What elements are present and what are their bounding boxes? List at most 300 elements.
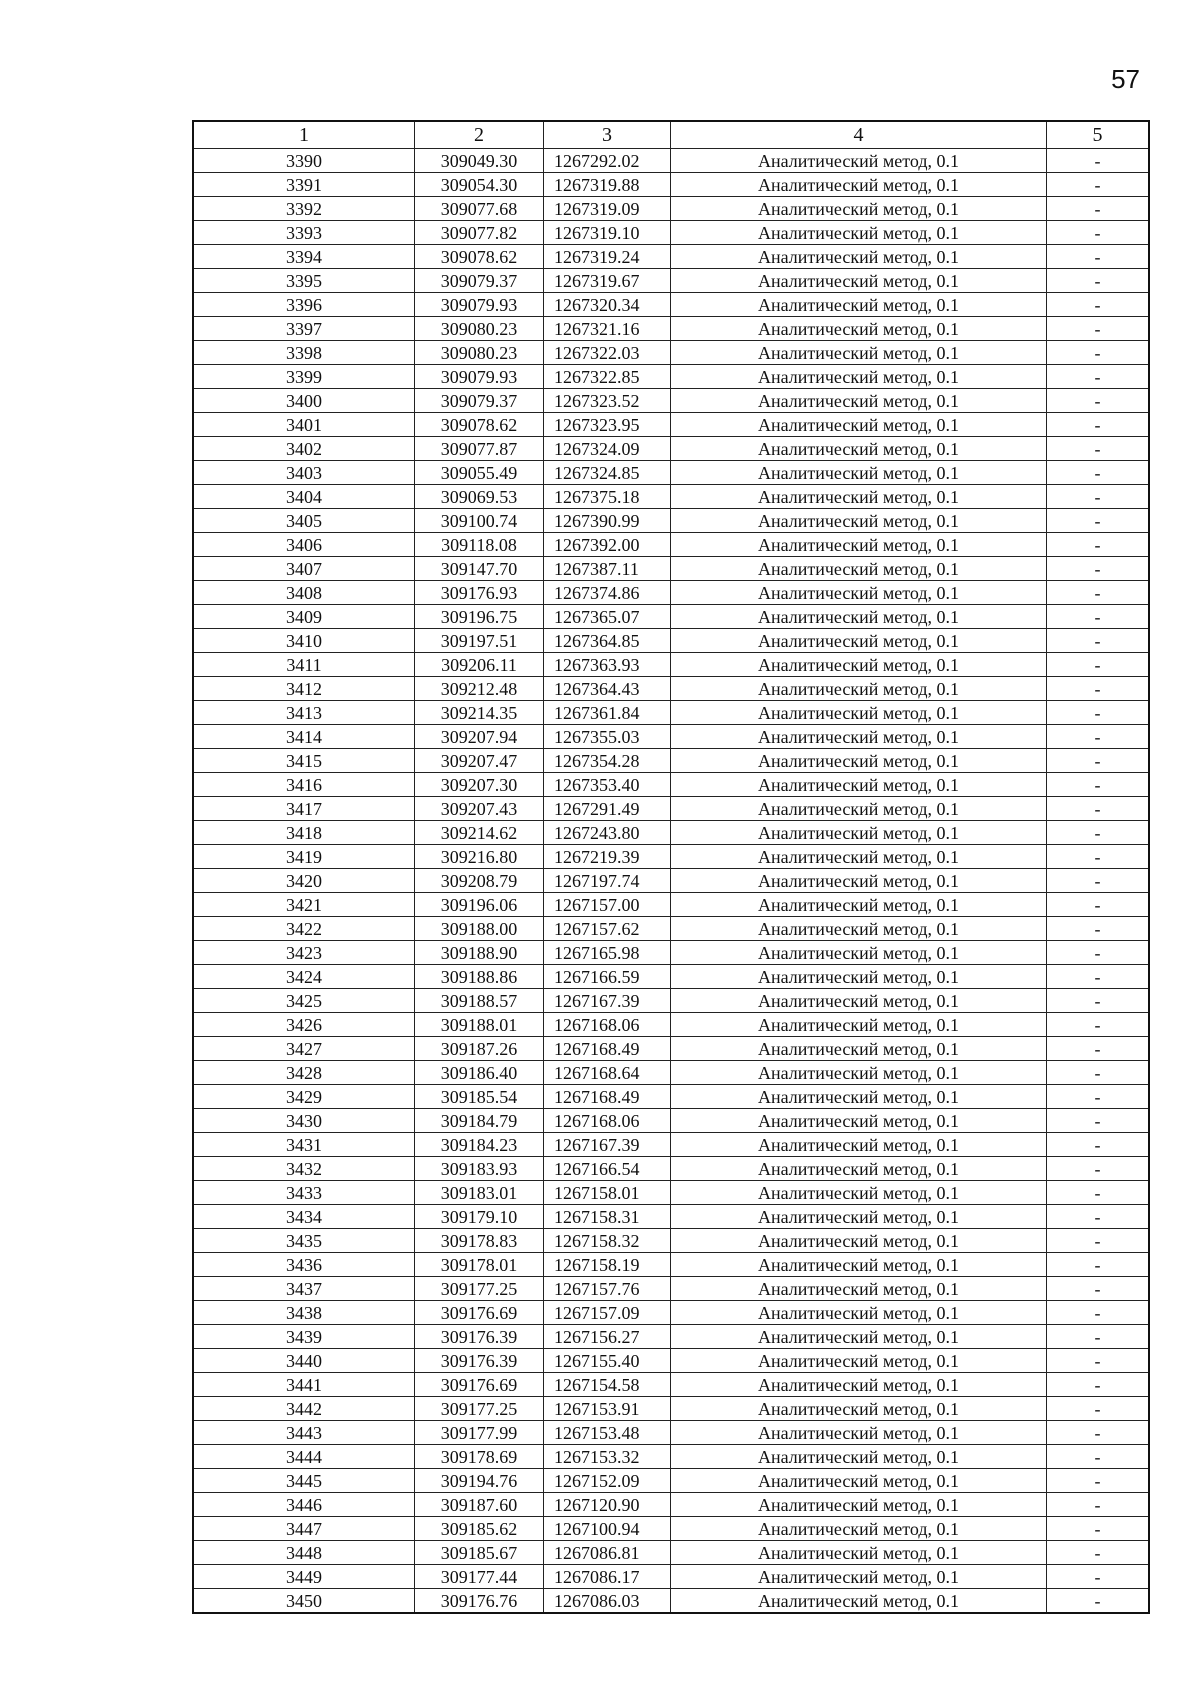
table-row [193,1565,1149,1589]
y-coordinate-cell: 1267168.64 [544,1061,671,1085]
y-coordinate-cell: 1267100.94 [544,1517,671,1541]
y-coordinate-cell: 1267291.49 [544,797,671,821]
x-coordinate-cell: 309079.93 [415,293,544,317]
y-coordinate-cell: 1267197.74 [544,869,671,893]
method-cell: Аналитический метод, 0.1 [671,749,1047,773]
note-cell: - [1047,317,1150,341]
point-number-cell: 3448 [193,1541,415,1565]
note-cell: - [1047,1517,1150,1541]
x-coordinate-cell: 309183.93 [415,1157,544,1181]
x-coordinate-cell: 309208.79 [415,869,544,893]
note-cell: - [1047,869,1150,893]
method-cell: Аналитический метод, 0.1 [671,1253,1047,1277]
x-coordinate-cell: 309187.60 [415,1493,544,1517]
note-cell: - [1047,677,1150,701]
y-coordinate-cell: 1267158.19 [544,1253,671,1277]
point-number-cell: 3421 [193,893,415,917]
point-number-cell: 3404 [193,485,415,509]
method-cell: Аналитический метод, 0.1 [671,1565,1047,1589]
x-coordinate-cell: 309212.48 [415,677,544,701]
y-coordinate-cell: 1267319.10 [544,221,671,245]
point-number-cell: 3434 [193,1205,415,1229]
method-cell: Аналитический метод, 0.1 [671,1205,1047,1229]
x-coordinate-cell: 309185.54 [415,1085,544,1109]
y-coordinate-cell: 1267158.01 [544,1181,671,1205]
point-number-cell: 3444 [193,1445,415,1469]
x-coordinate-cell: 309185.62 [415,1517,544,1541]
note-cell: - [1047,1157,1150,1181]
x-coordinate-cell: 309078.62 [415,245,544,269]
method-cell: Аналитический метод, 0.1 [671,533,1047,557]
point-number-cell: 3435 [193,1229,415,1253]
table-row [193,1181,1149,1205]
table-row [193,317,1149,341]
y-coordinate-cell: 1267364.85 [544,629,671,653]
note-cell: - [1047,821,1150,845]
note-cell: - [1047,605,1150,629]
method-cell: Аналитический метод, 0.1 [671,653,1047,677]
table-row [193,1205,1149,1229]
note-cell: - [1047,773,1150,797]
method-cell: Аналитический метод, 0.1 [671,965,1047,989]
method-cell: Аналитический метод, 0.1 [671,173,1047,197]
method-cell: Аналитический метод, 0.1 [671,605,1047,629]
table-row [193,773,1149,797]
x-coordinate-cell: 309178.01 [415,1253,544,1277]
method-cell: Аналитический метод, 0.1 [671,1517,1047,1541]
point-number-cell: 3398 [193,341,415,365]
note-cell: - [1047,221,1150,245]
note-cell: - [1047,1397,1150,1421]
y-coordinate-cell: 1267168.49 [544,1037,671,1061]
y-coordinate-cell: 1267361.84 [544,701,671,725]
method-cell: Аналитический метод, 0.1 [671,389,1047,413]
table-row [193,341,1149,365]
note-cell: - [1047,461,1150,485]
y-coordinate-cell: 1267152.09 [544,1469,671,1493]
table-row [193,1037,1149,1061]
y-coordinate-cell: 1267387.11 [544,557,671,581]
note-cell: - [1047,293,1150,317]
note-cell: - [1047,365,1150,389]
x-coordinate-cell: 309176.39 [415,1349,544,1373]
point-number-cell: 3397 [193,317,415,341]
y-coordinate-cell: 1267363.93 [544,653,671,677]
table-row [193,701,1149,725]
table-row [193,845,1149,869]
table-row [193,749,1149,773]
table-row [193,1589,1149,1614]
method-cell: Аналитический метод, 0.1 [671,365,1047,389]
table-row [193,1013,1149,1037]
table-row [193,605,1149,629]
y-coordinate-cell: 1267319.67 [544,269,671,293]
method-cell: Аналитический метод, 0.1 [671,989,1047,1013]
table-row [193,1277,1149,1301]
y-coordinate-cell: 1267153.32 [544,1445,671,1469]
method-cell: Аналитический метод, 0.1 [671,341,1047,365]
x-coordinate-cell: 309206.11 [415,653,544,677]
table-row [193,917,1149,941]
x-coordinate-cell: 309207.94 [415,725,544,749]
table-row [193,389,1149,413]
y-coordinate-cell: 1267158.32 [544,1229,671,1253]
y-coordinate-cell: 1267167.39 [544,989,671,1013]
y-coordinate-cell: 1267319.88 [544,173,671,197]
x-coordinate-cell: 309118.08 [415,533,544,557]
method-cell: Аналитический метод, 0.1 [671,557,1047,581]
table-row [193,989,1149,1013]
table-row [193,1229,1149,1253]
point-number-cell: 3441 [193,1373,415,1397]
note-cell: - [1047,797,1150,821]
method-cell: Аналитический метод, 0.1 [671,221,1047,245]
x-coordinate-cell: 309188.57 [415,989,544,1013]
page-number: 57 [1111,64,1140,94]
point-number-cell: 3417 [193,797,415,821]
point-number-cell: 3415 [193,749,415,773]
point-number-cell: 3396 [193,293,415,317]
y-coordinate-cell: 1267390.99 [544,509,671,533]
point-number-cell: 3443 [193,1421,415,1445]
x-coordinate-cell: 309077.87 [415,437,544,461]
y-coordinate-cell: 1267153.48 [544,1421,671,1445]
x-coordinate-cell: 309207.43 [415,797,544,821]
header-row [193,121,1149,149]
point-number-cell: 3440 [193,1349,415,1373]
x-coordinate-cell: 309178.83 [415,1229,544,1253]
x-coordinate-cell: 309188.01 [415,1013,544,1037]
note-cell: - [1047,1325,1150,1349]
note-cell: - [1047,197,1150,221]
y-coordinate-cell: 1267153.91 [544,1397,671,1421]
table-row [193,653,1149,677]
y-coordinate-cell: 1267319.24 [544,245,671,269]
point-number-cell: 3411 [193,653,415,677]
note-cell: - [1047,1493,1150,1517]
point-number-cell: 3447 [193,1517,415,1541]
table-row [193,149,1149,173]
note-cell: - [1047,509,1150,533]
table-body [193,149,1149,1614]
note-cell: - [1047,701,1150,725]
point-number-cell: 3442 [193,1397,415,1421]
note-cell: - [1047,1037,1150,1061]
x-coordinate-cell: 309197.51 [415,629,544,653]
point-number-cell: 3449 [193,1565,415,1589]
point-number-cell: 3405 [193,509,415,533]
note-cell: - [1047,1277,1150,1301]
method-cell: Аналитический метод, 0.1 [671,245,1047,269]
note-cell: - [1047,941,1150,965]
y-coordinate-cell: 1267354.28 [544,749,671,773]
note-cell: - [1047,989,1150,1013]
method-cell: Аналитический метод, 0.1 [671,725,1047,749]
note-cell: - [1047,557,1150,581]
column-header-1: 1 [193,121,415,149]
x-coordinate-cell: 309188.00 [415,917,544,941]
method-cell: Аналитический метод, 0.1 [671,1301,1047,1325]
x-coordinate-cell: 309177.44 [415,1565,544,1589]
note-cell: - [1047,749,1150,773]
x-coordinate-cell: 309188.90 [415,941,544,965]
point-number-cell: 3394 [193,245,415,269]
table-row [193,677,1149,701]
y-coordinate-cell: 1267120.90 [544,1493,671,1517]
method-cell: Аналитический метод, 0.1 [671,269,1047,293]
method-cell: Аналитический метод, 0.1 [671,1109,1047,1133]
x-coordinate-cell: 309196.75 [415,605,544,629]
table-row [193,1541,1149,1565]
point-number-cell: 3418 [193,821,415,845]
point-number-cell: 3395 [193,269,415,293]
x-coordinate-cell: 309214.35 [415,701,544,725]
point-number-cell: 3430 [193,1109,415,1133]
note-cell: - [1047,1181,1150,1205]
point-number-cell: 3436 [193,1253,415,1277]
y-coordinate-cell: 1267157.76 [544,1277,671,1301]
table-row [193,893,1149,917]
table-row [193,245,1149,269]
y-coordinate-cell: 1267322.03 [544,341,671,365]
method-cell: Аналитический метод, 0.1 [671,1445,1047,1469]
note-cell: - [1047,437,1150,461]
y-coordinate-cell: 1267158.31 [544,1205,671,1229]
note-cell: - [1047,1061,1150,1085]
note-cell: - [1047,1253,1150,1277]
method-cell: Аналитический метод, 0.1 [671,797,1047,821]
method-cell: Аналитический метод, 0.1 [671,941,1047,965]
y-coordinate-cell: 1267168.06 [544,1109,671,1133]
x-coordinate-cell: 309196.06 [415,893,544,917]
point-number-cell: 3413 [193,701,415,725]
point-number-cell: 3403 [193,461,415,485]
table-row [193,557,1149,581]
method-cell: Аналитический метод, 0.1 [671,1181,1047,1205]
y-coordinate-cell: 1267154.58 [544,1373,671,1397]
note-cell: - [1047,581,1150,605]
column-header-5: 5 [1047,121,1150,149]
column-header-2: 2 [415,121,544,149]
note-cell: - [1047,917,1150,941]
table-row [193,1157,1149,1181]
note-cell: - [1047,341,1150,365]
table-row [193,1133,1149,1157]
y-coordinate-cell: 1267323.95 [544,413,671,437]
method-cell: Аналитический метод, 0.1 [671,1493,1047,1517]
y-coordinate-cell: 1267364.43 [544,677,671,701]
x-coordinate-cell: 309177.99 [415,1421,544,1445]
table-row [193,629,1149,653]
y-coordinate-cell: 1267320.34 [544,293,671,317]
table-row [193,533,1149,557]
table-row [193,821,1149,845]
table-row [193,1109,1149,1133]
y-coordinate-cell: 1267086.03 [544,1589,671,1614]
point-number-cell: 3427 [193,1037,415,1061]
x-coordinate-cell: 309186.40 [415,1061,544,1085]
method-cell: Аналитический метод, 0.1 [671,1373,1047,1397]
note-cell: - [1047,1541,1150,1565]
table-row [193,1061,1149,1085]
point-number-cell: 3399 [193,365,415,389]
table-row [193,1421,1149,1445]
point-number-cell: 3419 [193,845,415,869]
table-row [193,365,1149,389]
note-cell: - [1047,1469,1150,1493]
y-coordinate-cell: 1267086.17 [544,1565,671,1589]
x-coordinate-cell: 309055.49 [415,461,544,485]
table-row [193,1301,1149,1325]
note-cell: - [1047,1445,1150,1469]
y-coordinate-cell: 1267166.54 [544,1157,671,1181]
point-number-cell: 3420 [193,869,415,893]
y-coordinate-cell: 1267355.03 [544,725,671,749]
table-row [193,1397,1149,1421]
point-number-cell: 3416 [193,773,415,797]
point-number-cell: 3432 [193,1157,415,1181]
table-row [193,1253,1149,1277]
table-row [193,509,1149,533]
x-coordinate-cell: 309079.37 [415,389,544,413]
note-cell: - [1047,1373,1150,1397]
y-coordinate-cell: 1267219.39 [544,845,671,869]
method-cell: Аналитический метод, 0.1 [671,893,1047,917]
note-cell: - [1047,533,1150,557]
table-row [193,1325,1149,1349]
y-coordinate-cell: 1267157.00 [544,893,671,917]
method-cell: Аналитический метод, 0.1 [671,629,1047,653]
y-coordinate-cell: 1267321.16 [544,317,671,341]
note-cell: - [1047,1133,1150,1157]
method-cell: Аналитический метод, 0.1 [671,677,1047,701]
point-number-cell: 3407 [193,557,415,581]
table-row [193,1349,1149,1373]
point-number-cell: 3400 [193,389,415,413]
note-cell: - [1047,1085,1150,1109]
y-coordinate-cell: 1267365.07 [544,605,671,629]
x-coordinate-cell: 309177.25 [415,1397,544,1421]
x-coordinate-cell: 309194.76 [415,1469,544,1493]
x-coordinate-cell: 309187.26 [415,1037,544,1061]
point-number-cell: 3408 [193,581,415,605]
point-number-cell: 3409 [193,605,415,629]
x-coordinate-cell: 309184.23 [415,1133,544,1157]
y-coordinate-cell: 1267322.85 [544,365,671,389]
y-coordinate-cell: 1267157.09 [544,1301,671,1325]
method-cell: Аналитический метод, 0.1 [671,1037,1047,1061]
y-coordinate-cell: 1267155.40 [544,1349,671,1373]
note-cell: - [1047,1421,1150,1445]
table-row [193,461,1149,485]
note-cell: - [1047,173,1150,197]
y-coordinate-cell: 1267166.59 [544,965,671,989]
point-number-cell: 3392 [193,197,415,221]
method-cell: Аналитический метод, 0.1 [671,485,1047,509]
table-row [193,797,1149,821]
method-cell: Аналитический метод, 0.1 [671,845,1047,869]
table-row [193,581,1149,605]
method-cell: Аналитический метод, 0.1 [671,1349,1047,1373]
method-cell: Аналитический метод, 0.1 [671,149,1047,173]
table-row [193,173,1149,197]
x-coordinate-cell: 309049.30 [415,149,544,173]
note-cell: - [1047,149,1150,173]
note-cell: - [1047,389,1150,413]
note-cell: - [1047,725,1150,749]
point-number-cell: 3422 [193,917,415,941]
x-coordinate-cell: 309216.80 [415,845,544,869]
point-number-cell: 3433 [193,1181,415,1205]
point-number-cell: 3424 [193,965,415,989]
point-number-cell: 3438 [193,1301,415,1325]
method-cell: Аналитический метод, 0.1 [671,773,1047,797]
table-row [193,1493,1149,1517]
x-coordinate-cell: 309100.74 [415,509,544,533]
table-row [193,725,1149,749]
y-coordinate-cell: 1267374.86 [544,581,671,605]
note-cell: - [1047,653,1150,677]
table-row [193,437,1149,461]
note-cell: - [1047,245,1150,269]
y-coordinate-cell: 1267319.09 [544,197,671,221]
method-cell: Аналитический метод, 0.1 [671,293,1047,317]
method-cell: Аналитический метод, 0.1 [671,1469,1047,1493]
method-cell: Аналитический метод, 0.1 [671,701,1047,725]
x-coordinate-cell: 309079.37 [415,269,544,293]
method-cell: Аналитический метод, 0.1 [671,317,1047,341]
method-cell: Аналитический метод, 0.1 [671,1277,1047,1301]
table-row [193,221,1149,245]
note-cell: - [1047,413,1150,437]
x-coordinate-cell: 309054.30 [415,173,544,197]
y-coordinate-cell: 1267375.18 [544,485,671,509]
x-coordinate-cell: 309147.70 [415,557,544,581]
table-row [193,1469,1149,1493]
note-cell: - [1047,1565,1150,1589]
point-number-cell: 3423 [193,941,415,965]
table-row [193,1445,1149,1469]
x-coordinate-cell: 309080.23 [415,341,544,365]
point-number-cell: 3426 [193,1013,415,1037]
table-row [193,197,1149,221]
note-cell: - [1047,965,1150,989]
method-cell: Аналитический метод, 0.1 [671,1421,1047,1445]
y-coordinate-cell: 1267323.52 [544,389,671,413]
method-cell: Аналитический метод, 0.1 [671,821,1047,845]
y-coordinate-cell: 1267167.39 [544,1133,671,1157]
method-cell: Аналитический метод, 0.1 [671,509,1047,533]
point-number-cell: 3414 [193,725,415,749]
x-coordinate-cell: 309078.62 [415,413,544,437]
point-number-cell: 3390 [193,149,415,173]
method-cell: Аналитический метод, 0.1 [671,413,1047,437]
method-cell: Аналитический метод, 0.1 [671,1013,1047,1037]
x-coordinate-cell: 309179.10 [415,1205,544,1229]
table-header [193,121,1149,149]
x-coordinate-cell: 309207.30 [415,773,544,797]
x-coordinate-cell: 309178.69 [415,1445,544,1469]
method-cell: Аналитический метод, 0.1 [671,1133,1047,1157]
note-cell: - [1047,1205,1150,1229]
table-row [193,293,1149,317]
point-number-cell: 3431 [193,1133,415,1157]
point-number-cell: 3450 [193,1589,415,1614]
table-row [193,1085,1149,1109]
x-coordinate-cell: 309184.79 [415,1109,544,1133]
method-cell: Аналитический метод, 0.1 [671,197,1047,221]
y-coordinate-cell: 1267324.85 [544,461,671,485]
